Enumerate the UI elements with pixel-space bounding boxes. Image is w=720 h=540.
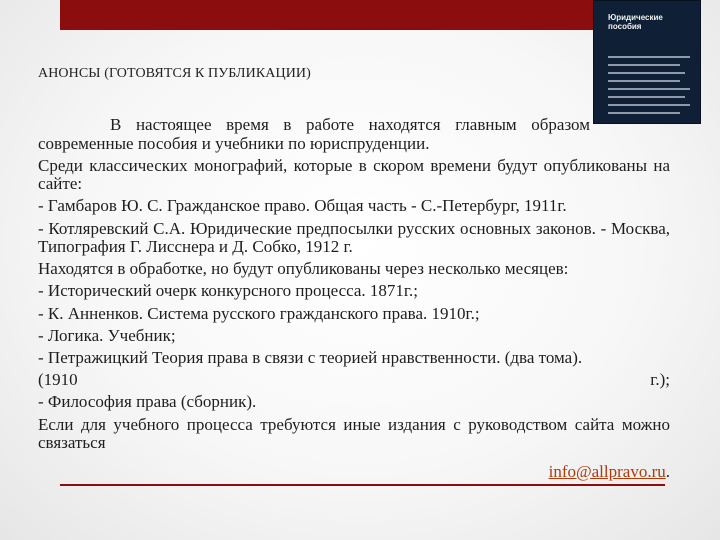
book-cover-title: Юридические пособия [608, 13, 663, 31]
classics-intro: Среди классических монографий, которые в скором времени будут опубликованы на сайте: [38, 155, 670, 194]
list-item: - Философия права (сборник). [38, 392, 257, 412]
email-tail: . [665, 461, 670, 481]
book-cover-text-lines [608, 56, 690, 120]
email-link[interactable]: info@allpravo.ru [548, 461, 666, 481]
page-title: АНОНСЫ (ГОТОВЯТСЯ К ПУБЛИКАЦИИ) [38, 66, 311, 81]
item6-year-right: г.); [650, 370, 670, 390]
announcement-body [38, 116, 670, 481]
list-item: - Петражицкий Теория права в связи с теорией нравственности. (два тома). [38, 348, 583, 367]
list-item: - К. Анненков. Система русского гражданского права. 1910г.; [38, 303, 480, 323]
item6-year-left: (1910 [38, 370, 78, 390]
email-line [38, 463, 670, 482]
list-item: - Логика. Учебник; [38, 325, 176, 345]
contact-paragraph: Если для учебного процесса требуются иные издания с руководством сайта можно связаться [38, 414, 670, 453]
list-item: - Гамбаров Ю. С. Гражданское право. Общая часть - С.-Петербург, 1911г. [38, 196, 567, 216]
book-cover-image [593, 0, 701, 124]
intro-paragraph: В настоящее время в работе находятся главным образом современные пособия и учебники по юриспруденции. [38, 115, 590, 153]
list-item: - Исторический очерк конкурсного процесса. 1871г.; [38, 281, 418, 301]
list-item: - Котляревский С.А. Юридические предпосылки русских основных законов. - Москва, Типография Г. Лисснера и Д. Собко, 1912 г. [38, 218, 670, 257]
bottom-divider [60, 484, 665, 486]
processing-intro: Находятся в обработке, но будут опубликованы через несколько месяцев: [38, 259, 569, 279]
item6-year-line [38, 371, 670, 390]
